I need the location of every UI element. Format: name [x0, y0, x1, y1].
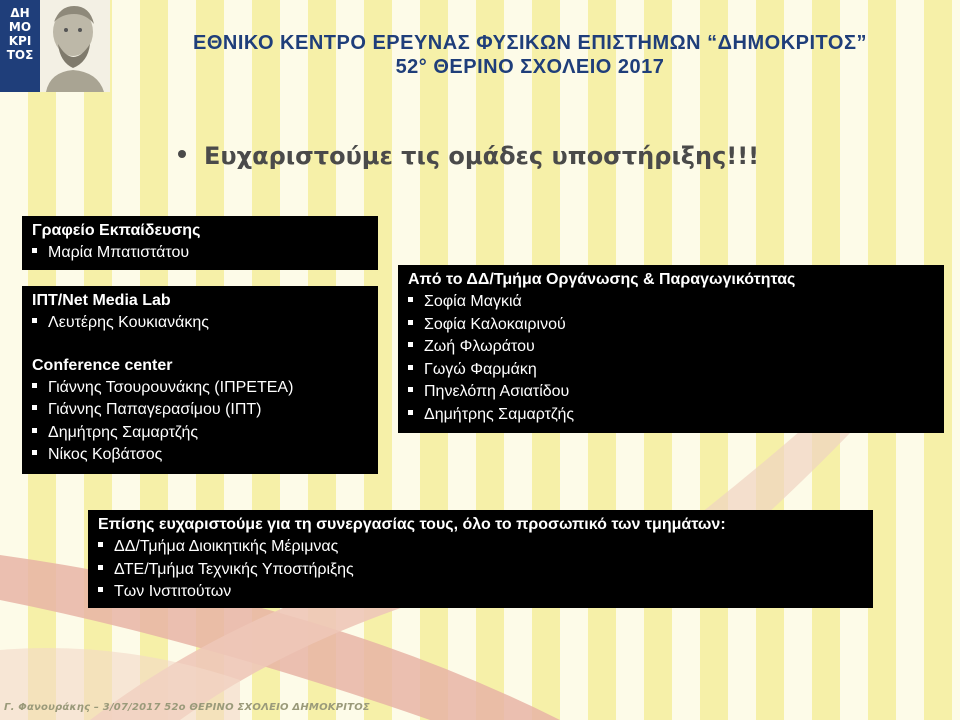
list-item [408, 359, 934, 382]
list-item [98, 536, 863, 559]
list-item-text: Σοφία Καλοκαιρινού [424, 315, 566, 333]
list-item-text: Ζωή Φλωράτου [424, 338, 535, 355]
square-bullet-icon [408, 365, 413, 370]
square-bullet-icon [98, 587, 103, 592]
square-bullet-icon [98, 542, 103, 547]
thanks-bullet [178, 142, 759, 170]
box-heading: ΙΠΤ/Net Media Lab [32, 292, 171, 309]
box-heading: Από το ΔΔ/Τμήμα Οργάνωσης & Παραγωγικότητας [408, 271, 796, 288]
square-bullet-icon [408, 342, 413, 347]
box-heading: Γραφείο Εκπαίδευσης [32, 222, 201, 239]
list-item-text: Των Ινστιτούτων [114, 583, 232, 600]
header-title [120, 31, 940, 79]
box-education-office [22, 216, 378, 270]
logo-letters-2: ΜΟ [8, 20, 32, 34]
square-bullet-icon [32, 248, 37, 253]
bullet-dot-icon [178, 150, 186, 158]
list-item [32, 399, 368, 422]
list-item [98, 559, 863, 582]
logo-letters-3: ΚΡΙ [8, 34, 32, 48]
square-bullet-icon [98, 565, 103, 570]
list-item-text: ΔΤΕ/Τμήμα Τεχνικής Υποστήριξης [114, 560, 354, 578]
square-bullet-icon [408, 410, 413, 415]
list-item [408, 336, 934, 359]
demokritos-logo [0, 0, 110, 92]
square-bullet-icon [408, 297, 413, 302]
list-item [32, 377, 368, 400]
box-heading: Conference center [32, 356, 173, 374]
logo-letters-1: ΔΗ [10, 6, 30, 20]
list-item [408, 381, 934, 404]
list-item [98, 581, 863, 604]
list-item-text: Γιάννης Παπαγερασίμου (ΙΠΤ) [48, 401, 262, 418]
header-line-2: 52° ΘΕΡΙΝΟ ΣΧΟΛΕΙΟ 2017 [395, 56, 665, 78]
list-item [32, 312, 368, 335]
list-item-text: Νίκος Κοβάτσος [48, 446, 163, 463]
square-bullet-icon [32, 405, 37, 410]
box-heading: Επίσης ευχαριστούμε για τη συνεργασίας τους, όλο το προσωπικό των τμημάτων: [98, 516, 726, 533]
list-item-text: Γωγώ Φαρμάκη [424, 360, 537, 378]
list-item [32, 444, 368, 467]
list-item [408, 291, 934, 314]
list-item-text: Γιάννης Τσουρουνάκης (ΙΠΡΕΤΕΑ) [48, 378, 294, 396]
box-ipt-conference [22, 286, 378, 474]
footer-credit: Γ. Φανουράκης – 3/07/2017 52ο ΘΕΡΙΝΟ ΣΧΟΛΕΙΟ ΔΗΜΟΚΡΙΤΟΣ [4, 702, 370, 713]
square-bullet-icon [408, 387, 413, 392]
list-item-text: Δημήτρης Σαμαρτζής [48, 423, 199, 441]
logo-text-bar [0, 0, 40, 92]
square-bullet-icon [32, 428, 37, 433]
square-bullet-icon [32, 383, 37, 388]
list-item-text: Σοφία Μαγκιά [424, 293, 522, 310]
square-bullet-icon [32, 450, 37, 455]
list-item [408, 404, 934, 427]
logo-letters-4: ΤΟΣ [6, 48, 34, 62]
header-line-1: ΕΘΝΙΚΟ ΚΕΝΤΡΟ ΕΡΕΥΝΑΣ ΦΥΣΙΚΩΝ ΕΠΙΣΤΗΜΩΝ “ΔΗΜΟΚΡΙΤΟΣ” [193, 32, 867, 54]
list-item-text: Λευτέρης Κουκιανάκης [48, 314, 209, 331]
list-item-text: Μαρία Μπατιστάτου [48, 244, 190, 261]
box-also-thanks [88, 510, 873, 608]
list-item-text: Πηνελόπη Ασιατίδου [424, 383, 570, 400]
square-bullet-icon [32, 318, 37, 323]
list-item-text: Δημήτρης Σαμαρτζής [424, 405, 575, 423]
list-item-text: ΔΔ/Τμήμα Διοικητικής Μέριμνας [114, 538, 339, 555]
box-dd-department [398, 265, 944, 433]
square-bullet-icon [408, 320, 413, 325]
democritus-bust-icon [40, 0, 110, 92]
list-item [32, 242, 368, 265]
list-item [408, 314, 934, 337]
thanks-text: Ευχαριστούμε τις ομάδες υποστήριξης!!! [204, 142, 760, 170]
list-item [32, 422, 368, 445]
